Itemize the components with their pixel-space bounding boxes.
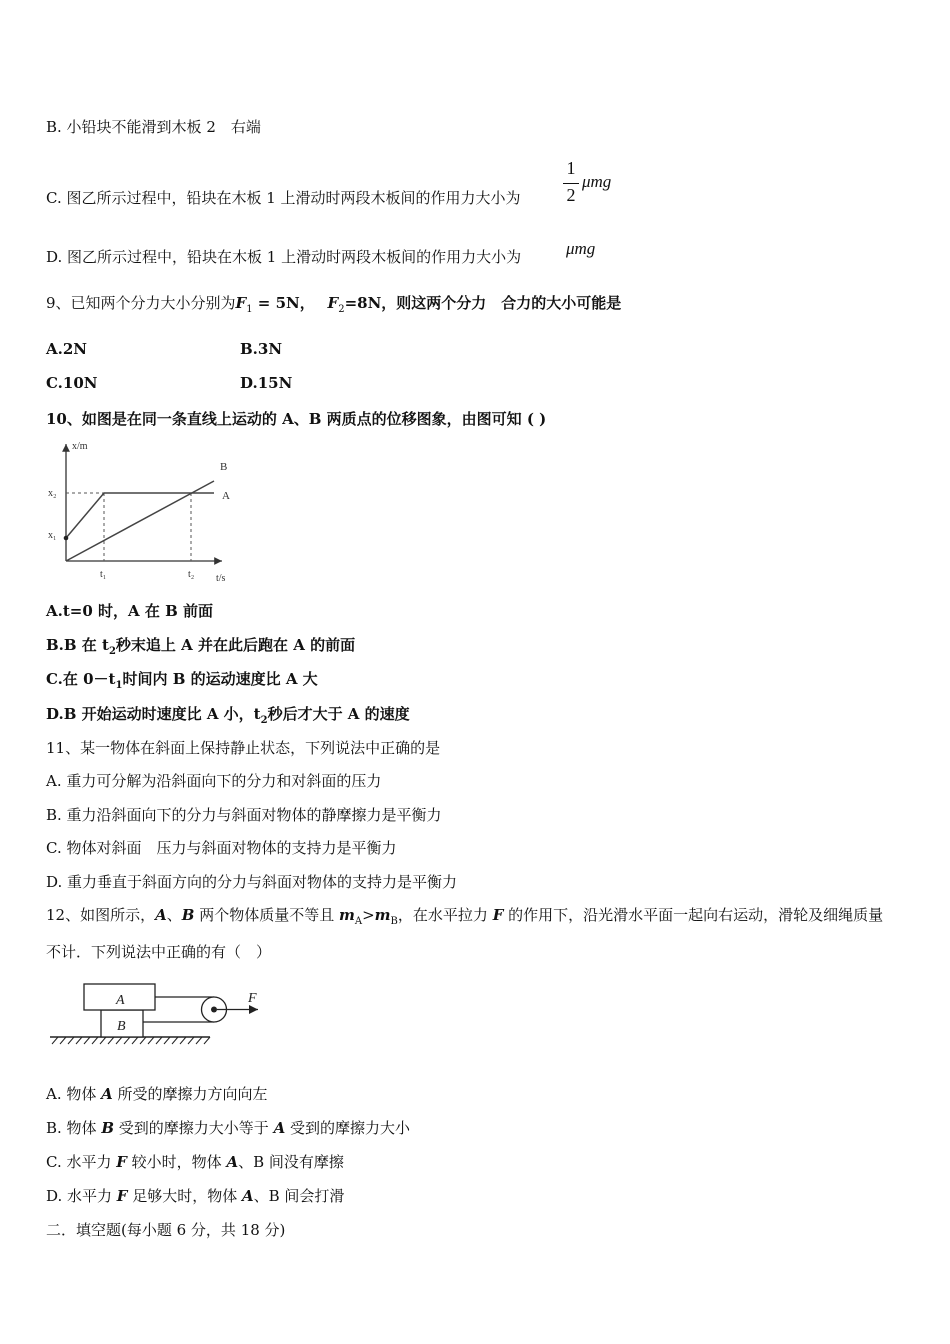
ground-hatching	[52, 1037, 210, 1044]
q9-option-a: A.2N	[46, 340, 88, 358]
q10-option-c: C.在 $0-t_1$时间内 B 的运动速度比 A 大	[46, 670, 318, 691]
q10-option-d: D.B 开始运动时速度比 A 小，$t_2$秒后才大于 A 的速度	[46, 705, 410, 726]
tick-x2: x₂	[48, 488, 57, 499]
q12-option-c: C. 水平力 F 较小时，物体 A、B 间没有摩擦	[46, 1153, 344, 1171]
position-time-graph	[44, 436, 244, 586]
q9-stem: 9、已知两个分力大小分别为$F_1 = 5N$， $F_2=8N$，则这两个分力 合力的大小可能是	[46, 294, 622, 315]
q11-stem: 11、某一物体在斜面上保持静止状态，下列说法中正确的是	[46, 739, 441, 757]
label-A: A	[222, 490, 230, 502]
label-force-F: F	[248, 991, 257, 1006]
tick-x1: x₁	[48, 530, 57, 541]
fraction-denominator: 2	[566, 185, 576, 205]
pulley-axle	[211, 1007, 217, 1013]
q10-option-a: A.t=0 时，A 在 B 前面	[46, 602, 214, 620]
label-B: B	[220, 461, 228, 473]
q11-option-a: A. 重力可分解为沿斜面向下的分力和对斜面的压力	[46, 772, 382, 790]
q11-option-b: B. 重力沿斜面向下的分力与斜面对物体的静摩擦力是平衡力	[46, 806, 442, 824]
tick-t1: t₁	[100, 569, 107, 580]
fraction-bar	[563, 183, 579, 184]
q12-stem: 12、如图所示，A、B 两个物体质量不等且 $m_A>m_B$，在水平拉力 F 的作用下，沿光滑水平面一起向右运动，滑轮及细绳质量	[46, 906, 884, 927]
q9-option-c: C.10N	[46, 374, 98, 392]
label-block-B: B	[117, 1019, 126, 1034]
q12-option-b: B. 物体 B 受到的摩擦力大小等于 A 受到的摩擦力大小	[46, 1119, 410, 1137]
q8-option-b: B. 小铅块不能滑到木板 2 右端	[46, 118, 261, 136]
fraction-numerator: 1	[566, 158, 576, 178]
label-block-A: A	[116, 993, 125, 1008]
y-axis-label: x/m	[72, 441, 88, 452]
q8-option-c: C. 图乙所示过程中，铅块在木板 1 上滑动时两段木板间的作用力大小为	[46, 189, 521, 207]
q10-option-b: B.B 在 $t_2$秒末追上 A 并在此后跑在 A 的前面	[46, 636, 356, 657]
q12-stem-line2: 不计．下列说法中正确的有（ ）	[46, 943, 272, 961]
line-A	[66, 493, 214, 538]
point-x1	[64, 536, 69, 541]
q11-option-c: C. 物体对斜面 压力与斜面对物体的支持力是平衡力	[46, 839, 397, 857]
x-axis-label: t/s	[216, 573, 226, 584]
q10-stem: 10、如图是在同一条直线上运动的 A、B 两质点的位移图象，由图可知 ( )	[46, 410, 547, 428]
q9-option-d: D.15N	[240, 374, 293, 392]
section-heading: 二．填空题(每小题 6 分，共 18 分)	[46, 1221, 286, 1239]
q8-option-c-formula: μmg	[582, 172, 612, 191]
q8-option-d: D. 图乙所示过程中，铅块在木板 1 上滑动时两段木板间的作用力大小为	[46, 248, 522, 266]
pulley-blocks-figure	[44, 976, 274, 1048]
q8-option-d-formula: μmg	[566, 239, 596, 258]
q12-option-a: A. 物体 A 所受的摩擦力方向向左	[46, 1085, 268, 1103]
q11-option-d: D. 重力垂直于斜面方向的分力与斜面对物体的支持力是平衡力	[46, 873, 458, 891]
q12-option-d: D. 水平力 F 足够大时，物体 A、B 间会打滑	[46, 1187, 345, 1205]
tick-t2: t₂	[188, 569, 195, 580]
q9-option-b: B.3N	[240, 340, 283, 358]
